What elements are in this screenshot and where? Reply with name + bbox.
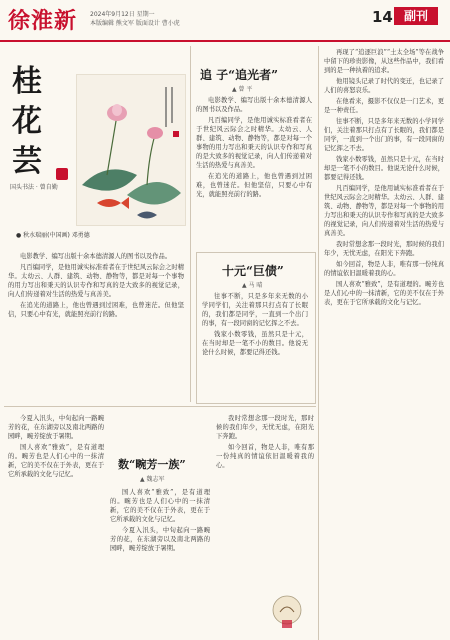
- paragraph: 再现了“追逐巨浪”“土太全场”等在战争中留下的珍贵影像，从这些作品中，我们看到的是一种执着的追求。: [324, 49, 444, 74]
- paragraph: 电影教学、编写出版十余本德清源人的图书以及作品。: [20, 253, 172, 260]
- article-body: [202, 292, 308, 398]
- decorative-illustration: [262, 590, 312, 634]
- painting-block: [6, 50, 188, 248]
- issue-meta: [90, 10, 180, 28]
- section-badge: 副刊: [394, 7, 438, 25]
- painting-illustration: [77, 75, 185, 225]
- calligraphy-caption: 国头书法 · 曾自勤: [10, 184, 58, 191]
- paragraph: 如今回首，物是人非，唯有那一份纯真的情谊依旧温暖着我的心。: [216, 444, 314, 469]
- paragraph: 我时常想念那一段时光，那时候的我们年少，无忧无虑，在阳光下奔跑。: [216, 415, 314, 440]
- paragraph: 如今回首，物是人非，唯有那一份纯真的情谊依旧温暖着我的心。: [324, 261, 444, 277]
- paragraph: 他用镜头记录了时代的变迁，也记录了人们的喜怒哀乐。: [324, 78, 444, 94]
- seal-stamp: [56, 168, 68, 180]
- paragraph: 往事不断，只是多年来无数的小学同学们，关注着那只打点有了长眠的，我们都是同学，一直到一个出门的事，有一段同窗的记忆挥之不去。: [202, 293, 308, 327]
- article-headline: 追 子“追光者”: [200, 68, 278, 82]
- header-rule: [0, 40, 450, 42]
- painting-caption: ● 秋水瑞丽(中国画) 邓勇德: [16, 232, 90, 239]
- paragraph: 凡百编同学，是他用诚实标准看者在于世纪风云际会之时精华。太幼云、人群、建筑、动物、静物等，都是对每一个事物的用力写出和秉天的认识专作和写真的是大致多的视觉记录，向人们传递着对生活的热爱与真善美。: [324, 185, 444, 237]
- paragraph: 在他看来，摄影不仅仅是一门艺术，更是一种责任。: [324, 98, 444, 114]
- paragraph: 在追光的道路上，他也曾遇到过困难，也曾迷茫。但他坚信，只要心中有光，就能照亮前行的路。: [8, 302, 184, 318]
- article-body: [8, 252, 184, 402]
- page-number: 14: [372, 8, 393, 26]
- paragraph: 国人喜欢“雅致”，是有道理的。畹芳也是人们心中的一抹清新，它的美不仅在于外表，更在于它所承载的文化与记忆。: [324, 281, 444, 306]
- column-divider: [190, 46, 191, 402]
- editor-credits: 本版编辑 熊文军 版面设计 曹小虎: [90, 20, 180, 27]
- article-byline: ▲ 马 晴: [242, 282, 263, 289]
- paragraph: 今夏入汛头，中旬起向一路畹芳的花，在东湖旁以及南北两路的园畔，畹芳绽放于暑期。: [110, 527, 210, 552]
- article-headline: 十元“巨债”: [222, 264, 284, 278]
- masthead: 徐淮新: [8, 8, 78, 34]
- paragraph: 今夏入汛头，中旬起向一路畹芳的花，在东湖旁以及南北两路的园畔，畹芳绽放于暑期。: [8, 415, 104, 440]
- paragraph: 钱家小数零钱，虽然只是十元，在当时却是一笔不小的数目。他说无论什么时候，都要记得还钱。: [324, 156, 444, 181]
- article-byline: ▲ 魏志军: [140, 476, 165, 483]
- paragraph: 凡百编同学，是他用诚实标准看者在于世纪风云际会之时精华。太幼云、人群、建筑、动物、静物等，都是对每一个事物的用力写出和秉天的认识专作和写真的是大致多的视觉记录，向人们传递着对生活的热爱与真善美。: [8, 264, 184, 298]
- article-body: [324, 48, 444, 636]
- article-body: [8, 414, 104, 634]
- article-headline: 数“畹芳一族”: [118, 458, 186, 471]
- paragraph: 国人喜欢“雅致”，是有道理的。畹芳也是人们心中的一抹清新，它的美不仅在于外表，更在于它所承载的文化与记忆。: [110, 489, 210, 523]
- article-byline: ▲ 曾 平: [232, 86, 253, 93]
- paragraph: 钱家小数零钱，虽然只是十元，在当时却是一笔不小的数目。他说无论什么时候，都要记得还钱。: [202, 331, 308, 356]
- paragraph: 往事不断，只是多年来无数的小学同学们，关注着那只打点有了长眠的，我们都是同学，一直到一个出门的事，有一段同窗的记忆挥之不去。: [324, 118, 444, 152]
- article-body: [196, 96, 312, 246]
- column-divider: [318, 46, 319, 640]
- paragraph: 凡百编同学，是他用诚实标准看者在于世纪风云际会之时精华。太幼云、人群、建筑、动物、静物等，都是对每一个事物的用力写出和秉天的认识专作和写真的是大致多的视觉记录，向人们传递着对生活的热爱与真善美。: [196, 117, 312, 169]
- flower-painting: [76, 74, 186, 226]
- paragraph: 电影教学、编写出版十余本德清源人的图书以及作品。: [196, 97, 312, 113]
- section-divider: [4, 406, 316, 407]
- article-body: [110, 488, 210, 634]
- issue-date: 2024年9月12日 星期一: [90, 11, 155, 18]
- paragraph: 在追光的道路上，他也曾遇到过困难，也曾迷茫。但他坚信，只要心中有光，就能照亮前行的路。: [196, 173, 312, 198]
- paragraph: 我时常想念那一段时光，那时候的我们年少，无忧无虑，在阳光下奔跑。: [324, 241, 444, 257]
- paragraph: 国人喜欢“雅致”，是有道理的。畹芳也是人们心中的一抹清新，它的美不仅在于外表，更在于它所承载的文化与记忆。: [8, 444, 104, 478]
- calligraphy-title: 桂 花 芸: [12, 64, 46, 179]
